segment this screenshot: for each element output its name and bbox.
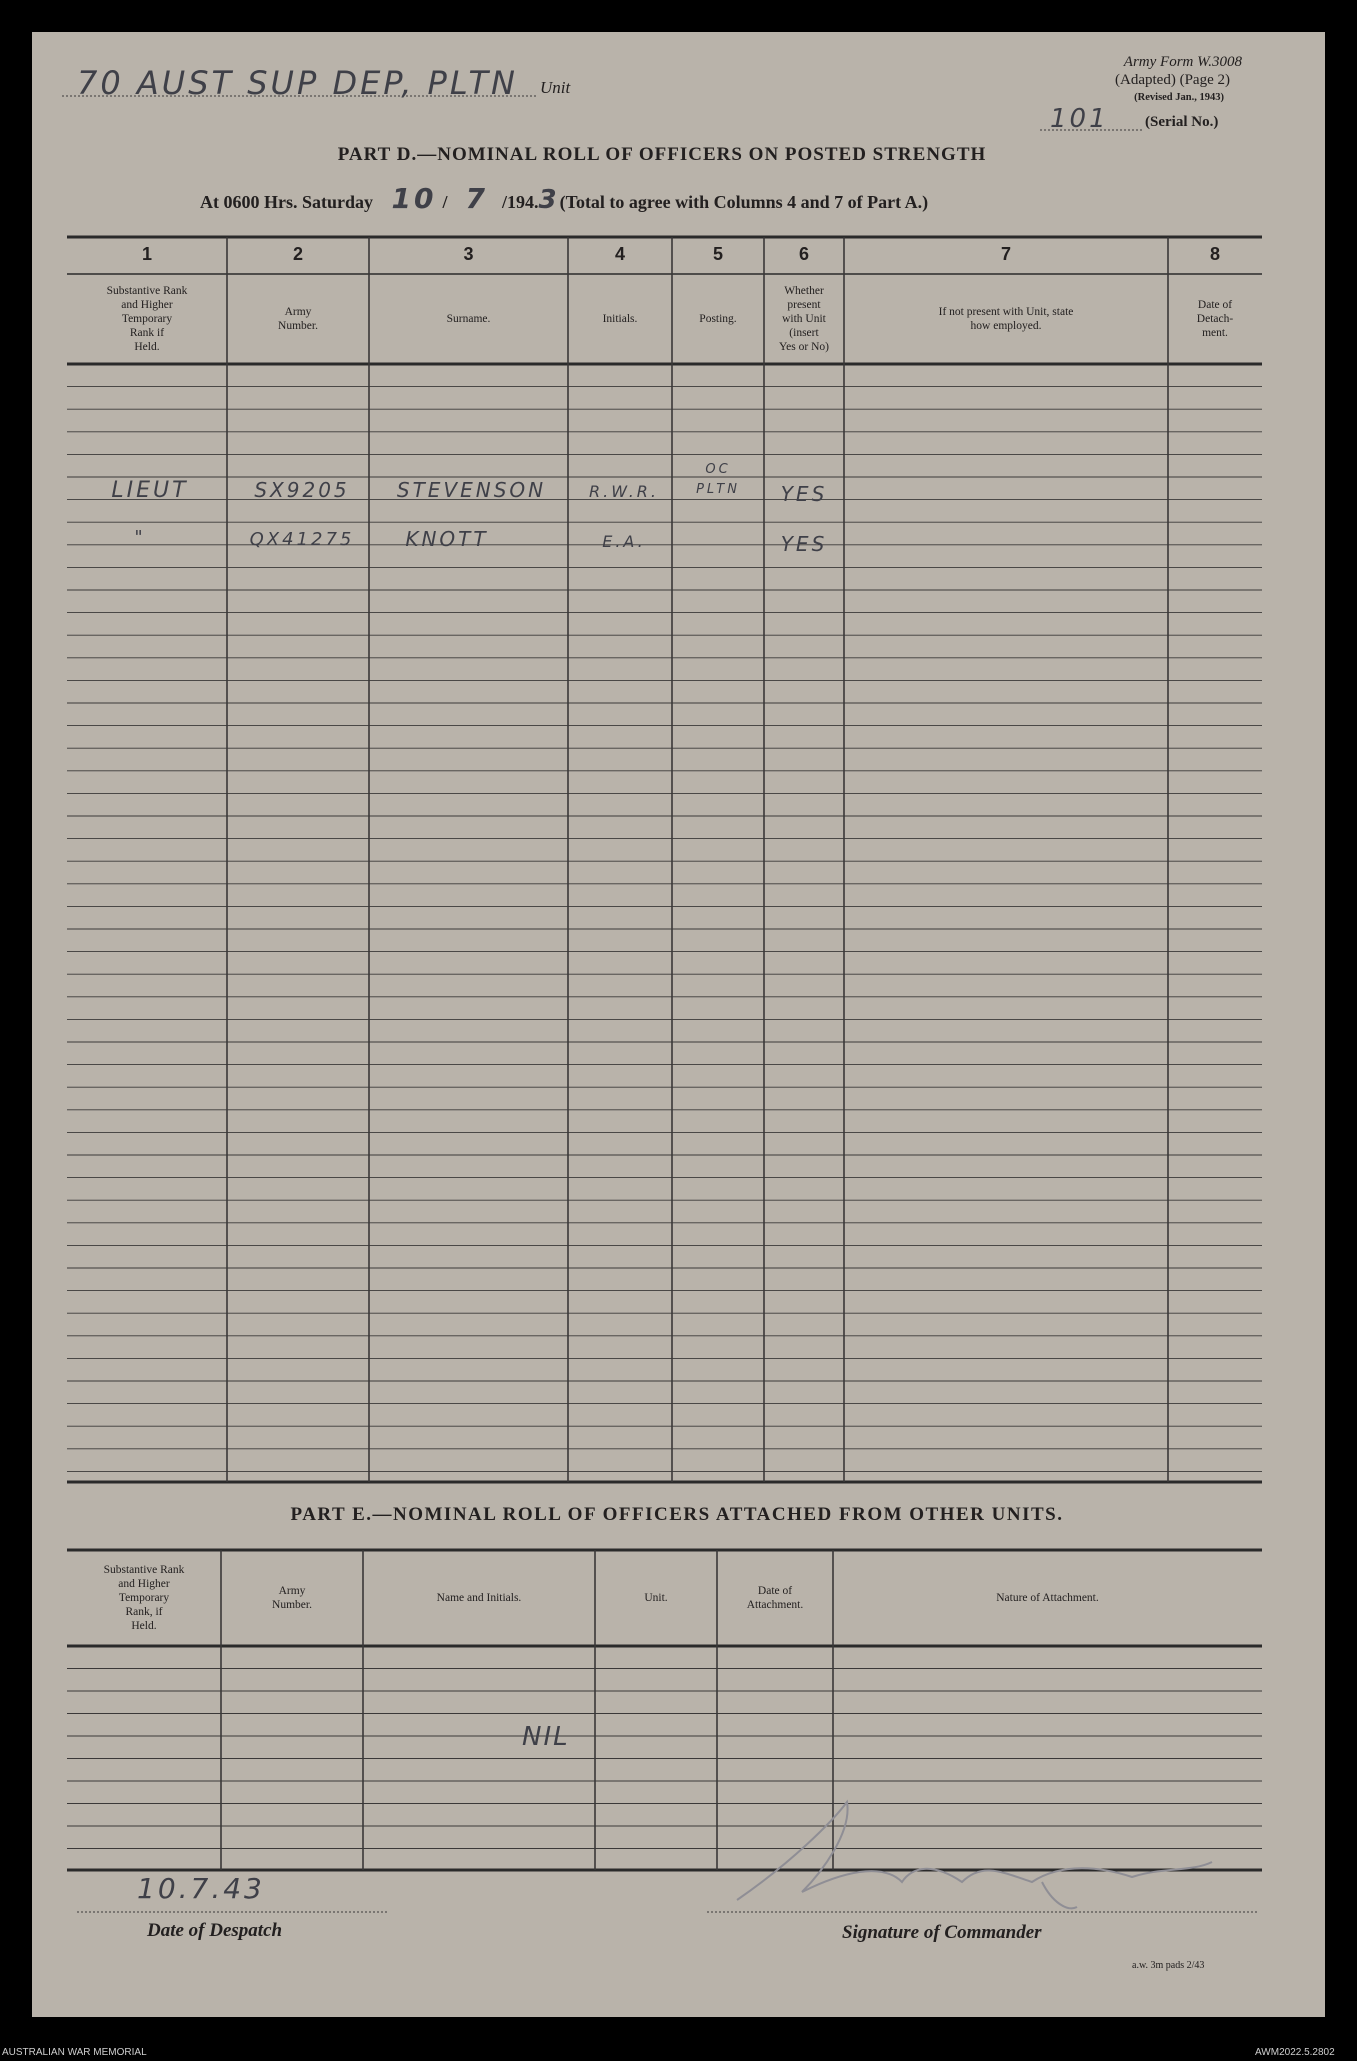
unit-handwritten: 70 AUST SUP DEP, PLTN bbox=[77, 64, 518, 102]
archive-credit: AUSTRALIAN WAR MEMORIAL bbox=[2, 2047, 147, 2058]
row-2-surname: KNOTT bbox=[405, 527, 489, 551]
unit-label: Unit bbox=[540, 78, 571, 97]
part-e-header-rank: Substantive Rank and Higher Temporary Rank, if Held. bbox=[103, 1564, 185, 1632]
col-header-employment: If not present with Unit, state how employed. bbox=[938, 306, 1074, 332]
col-number-4: 4 bbox=[614, 244, 625, 264]
commander-signature-scrawl bbox=[737, 1802, 1212, 1900]
part-e-title: PART E.—NOMINAL ROLL OF OFFICERS ATTACHED FROM OTHER UNITS. bbox=[290, 1504, 1064, 1525]
col-number-8: 8 bbox=[1209, 244, 1220, 264]
date-prefix: At 0600 Hrs. Saturday bbox=[200, 192, 374, 212]
signature-label: Signature of Commander bbox=[842, 1922, 1042, 1943]
col-number-1: 1 bbox=[141, 244, 152, 264]
part-e-header-name: Name and Initials. bbox=[436, 1592, 522, 1604]
part-e-nil-entry: NIL bbox=[522, 1722, 570, 1752]
row-2-initials: E.A. bbox=[602, 532, 646, 551]
row-1-posting-top: OC bbox=[705, 462, 731, 477]
date-year-digit: 3 bbox=[538, 185, 560, 215]
archive-accession-number: AWM2022.5.2802 bbox=[1255, 2047, 1335, 2058]
col-header-present: Whether present with Unit (insert Yes or No) bbox=[779, 285, 829, 353]
col-header-detachment-date: Date of Detach- ment. bbox=[1196, 299, 1234, 339]
part-e-header-unit: Unit. bbox=[644, 1592, 668, 1604]
row-1-present: YES bbox=[780, 482, 828, 506]
date-day: 10 bbox=[391, 182, 437, 215]
row-2-present: YES bbox=[780, 532, 828, 556]
col-number-6: 6 bbox=[798, 244, 809, 264]
date-year-prefix: 194. bbox=[507, 192, 539, 212]
row-1-army-number: SX9205 bbox=[254, 478, 350, 502]
col-header-posting: Posting. bbox=[699, 313, 737, 325]
col-header-surname: Surname. bbox=[446, 313, 491, 325]
row-1-posting: PLTN bbox=[696, 482, 740, 497]
despatch-date-handwritten: 10.7.43 bbox=[137, 1872, 265, 1905]
row-2-rank: " bbox=[134, 527, 146, 548]
row-2-army-number: QX41275 bbox=[249, 529, 355, 550]
row-1-surname: STEVENSON bbox=[396, 478, 547, 502]
date-month: 7 bbox=[465, 182, 488, 215]
form-number: Army Form W.3008 bbox=[1123, 54, 1242, 70]
row-1-initials: R.W.R. bbox=[588, 482, 659, 501]
col-number-2: 2 bbox=[292, 244, 303, 264]
part-e-header-attachment-date: Date of Attachment. bbox=[746, 1585, 804, 1611]
form-adapted: (Adapted) (Page 2) bbox=[1115, 72, 1230, 88]
part-e-header-army-number: Army Number. bbox=[272, 1585, 312, 1611]
row-1-rank: LIEUT bbox=[111, 478, 189, 503]
col-header-army-number: Army Number. bbox=[278, 306, 318, 332]
serial-label: (Serial No.) bbox=[1145, 114, 1219, 130]
date-suffix: (Total to agree with Columns 4 and 7 of Part A.) bbox=[559, 192, 929, 212]
despatch-date-label: Date of Despatch bbox=[147, 1920, 283, 1941]
form-sheet bbox=[32, 32, 1325, 2017]
part-e-header-nature: Nature of Attachment. bbox=[996, 1592, 1099, 1604]
col-number-3: 3 bbox=[463, 244, 474, 264]
col-number-5: 5 bbox=[712, 244, 723, 264]
part-d-date-line: At 0600 Hrs. Saturday 10 / 7 /194.3(Total to agree with Columns 4 and 7 of Part A.) bbox=[200, 182, 929, 215]
col-number-7: 7 bbox=[1000, 244, 1011, 264]
part-e-ruled-rows bbox=[67, 1669, 1262, 1849]
serial-handwritten: 101 bbox=[1050, 104, 1109, 134]
col-header-initials: Initials. bbox=[602, 313, 638, 325]
form-revised: (Revised Jan., 1943) bbox=[1134, 92, 1224, 103]
part-d-title: PART D.—NOMINAL ROLL OF OFFICERS ON POSTED STRENGTH bbox=[337, 144, 987, 165]
print-code: a.w. 3m pads 2/43 bbox=[1132, 1960, 1205, 1971]
part-d-column-dividers bbox=[227, 237, 1168, 1482]
col-header-rank: Substantive Rank and Higher Temporary Rank if Held. bbox=[106, 285, 188, 353]
